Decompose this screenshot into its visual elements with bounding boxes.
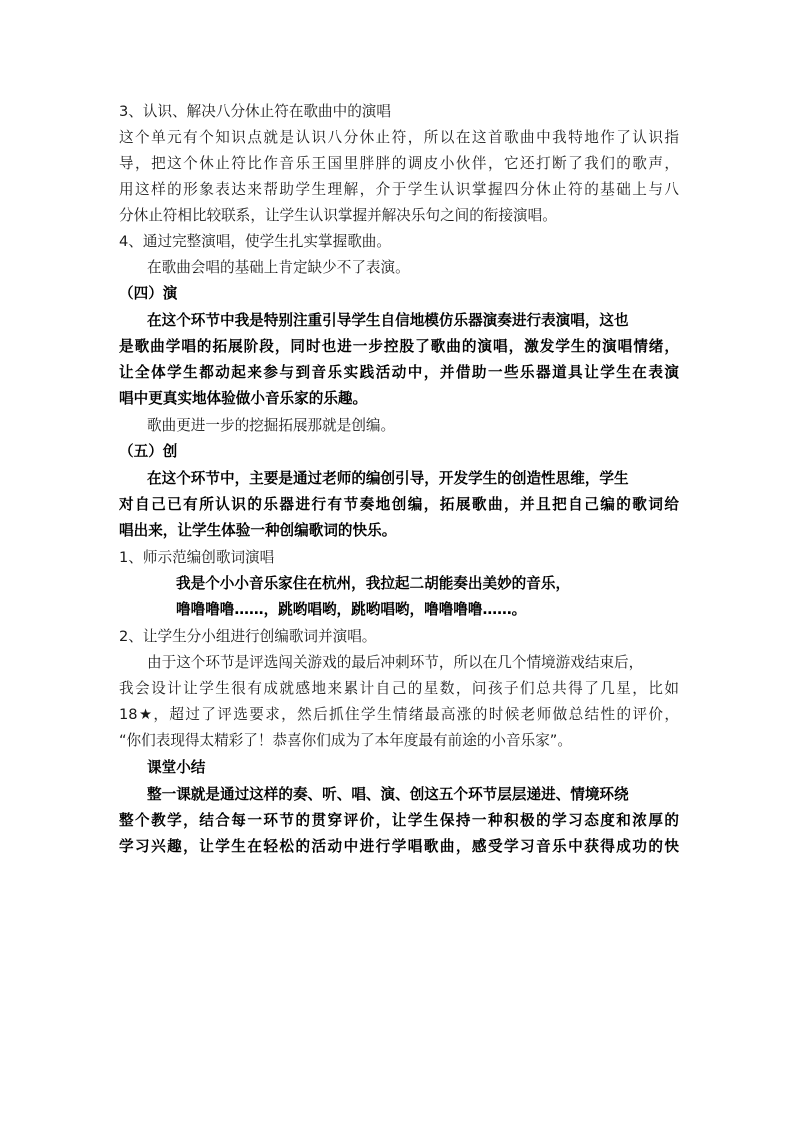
summary-line-2: 整个教学，结合每一环节的贯穿评价，让学生保持一种积极的学习态度和浓厚的	[119, 812, 679, 829]
section4-heading: 4、通过完整演唱，使学生扎实掌握歌曲。	[119, 233, 391, 250]
item2-line-1: 由于这个环节是评选闯关游戏的最后冲刺环节，所以在几个情境游戏结束后，	[147, 654, 644, 671]
part4-line-4: 唱中更真实地体验做小音乐家的乐趣。	[119, 390, 368, 407]
part4-line-2: 是歌曲学唱的拓展阶段，同时也进一步控股了歌曲的演唱，激发学生的演唱情绪，	[119, 338, 679, 355]
part5-line-3: 唱出来，让学生体验一种创编歌词的快乐。	[119, 522, 397, 539]
summary-heading: 课堂小结	[147, 759, 206, 776]
section3-line-1: 这个单元有个知识点就是认识八分休止符，所以在这首歌曲中我特地作了认识指	[119, 129, 679, 146]
item1-lyric-2: 噜噜噜噜……，跳哟唱哟，跳哟唱哟，噜噜噜噜……。	[176, 601, 527, 618]
part5-line-1: 在这个环节中，主要是通过老师的编创引导，开发学生的创造性思维，学生	[147, 470, 629, 487]
section3-line-4: 分休止符相比较联系，让学生认识掌握并解决乐句之间的衔接演唱。	[119, 207, 557, 224]
item2-line-2: 我会设计让学生很有成就感地来累计自己的星数，问孩子们总共得了几星，比如	[119, 680, 679, 697]
part5-heading: （五）创	[119, 443, 178, 460]
section4-note: 在歌曲会唱的基础上肯定缺少不了表演。	[147, 259, 410, 276]
section3-line-2: 导，把这个休止符比作音乐王国里胖胖的调皮小伙伴，它还打断了我们的歌声，	[119, 155, 679, 172]
summary-line-1: 整一课就是通过这样的奏、听、唱、演、创这五个环节层层递进、情境环绕	[147, 786, 629, 803]
item1-lyric-1: 我是个小小音乐家住在杭州，我拉起二胡能奏出美妙的音乐，	[176, 575, 571, 592]
part4-line-3: 让全体学生都动起来参与到音乐实践活动中，并借助一些乐器道具让学生在表演	[119, 364, 679, 381]
item1-heading: 1、师示范编创歌词演唱	[119, 549, 275, 566]
part4-note: 歌曲更进一步的挖掘拓展那就是创编。	[147, 417, 396, 434]
item2-line-3: 18★，超过了评选要求，然后抓住学生情绪最高涨的时候老师做总结性的评价，	[119, 706, 679, 723]
section3-heading: 3、认识、解决八分休止符在歌曲中的演唱	[119, 103, 391, 120]
item2-line-4: “你们表现得太精彩了！恭喜你们成为了本年度最有前途的小音乐家”。	[119, 732, 572, 749]
part4-heading: （四）演	[119, 285, 178, 302]
part4-line-1: 在这个环节中我是特别注重引导学生自信地模仿乐器演奏进行表演唱，这也	[147, 312, 629, 329]
part5-line-2: 对自己已有所认识的乐器进行有节奏地创编，拓展歌曲，并且把自己编的歌词给	[119, 496, 679, 513]
section3-line-3: 用这样的形象表达来帮助学生理解，介于学生认识掌握四分休止符的基础上与八	[119, 181, 679, 198]
summary-line-3: 学习兴趣，让学生在轻松的活动中进行学唱歌曲，感受学习音乐中获得成功的快	[119, 838, 679, 855]
item2-heading: 2、让学生分小组进行创编歌词并演唱。	[119, 628, 377, 645]
